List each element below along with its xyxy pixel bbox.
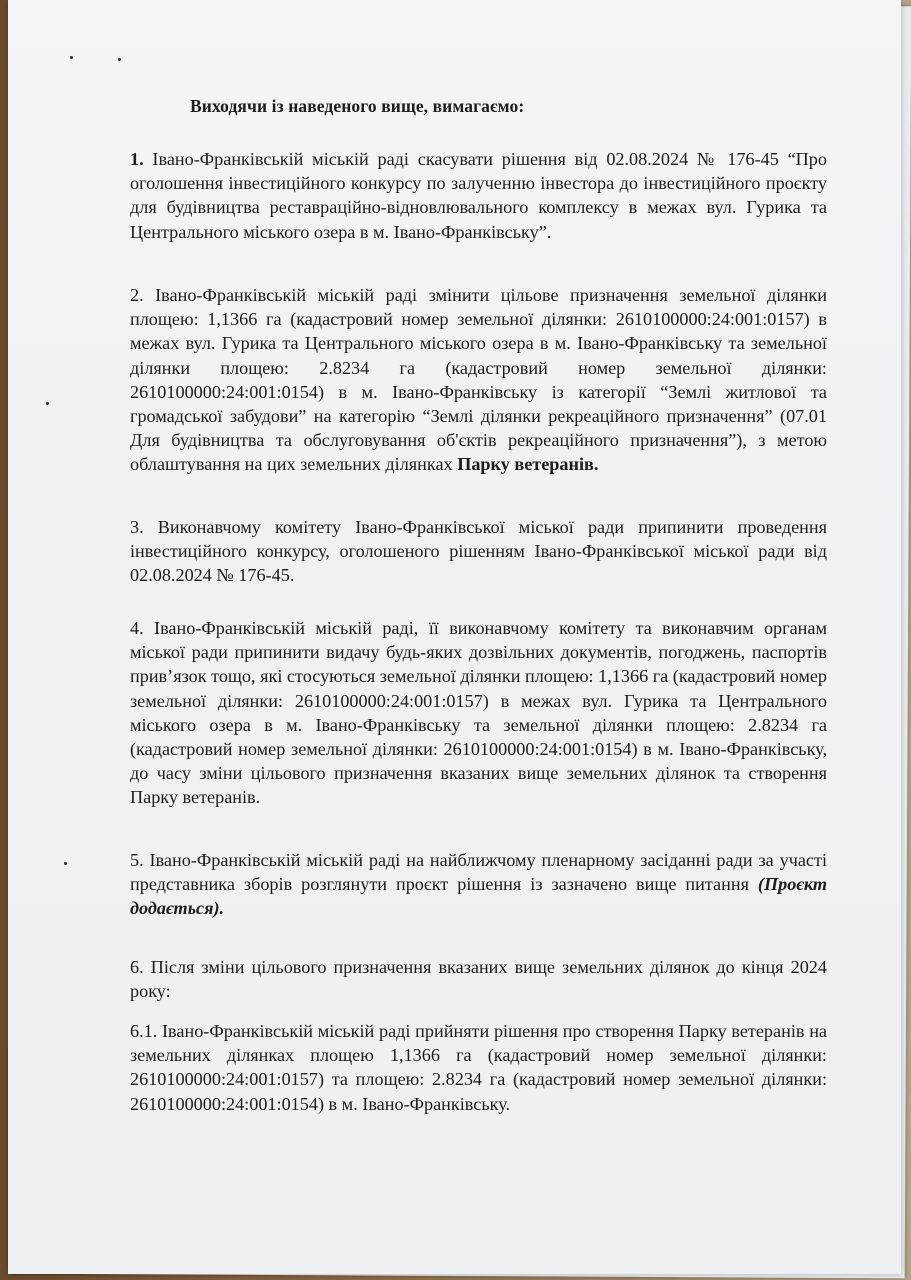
- paragraph-5-text: 5. Івано-Франківській міській раді на найближчому пленарному засіданні ради за участі представника зборів розглянути проєкт рішення із зазначено вище питання: [130, 850, 827, 895]
- paragraph-6-text: 6. Після зміни цільового призначення вказаних вище земельних ділянок до кінця 2024 року:: [130, 957, 827, 1002]
- paragraph-2-text: 2. Івано-Франківській міській раді змінити цільове призначення земельної ділянки площею: 1,1366 га (кадастровий номер земельної ділянки: 2610100000:24:001:0157) в межах вул. Гурика та Центрального міського озера в м. Івано-Франківську та земельної ділянки площею: 2.8234 га (кадастровий номер земельної ділянки: 2610100000:24:001:0154) в м. Івано-Франківську із категорії “Землі житлової та громадської забудови” на категорію “Землі ділянки рекреаційного призначення” (07.01 Для будівництва та обслуговування об'єктів рекреаційного призначення”), з метою облаштування на цих земельних ділянках: [130, 285, 827, 475]
- paragraph-4-text: 4. Івано-Франківській міській раді, її виконавчому комітету та виконавчим органам міської ради припинити видачу будь-яких дозвільних документів, погоджень, паспортів прив’язок тощо, які стосуються земельної ділянки площею: 1,1366 га (кадастровий номер земельної ділянки: 2610100000:24:001:0157) в межах вул. Гурика та Центрального міського озера в м. Івано-Франківську та земельної ділянки площею: 2.8234 га (кадастровий номер земельної ділянки: 2610100000:24:001:0154) в м. Івано-Франківську, до часу зміни цільового призначення вказаних вище земельних ділянок та створення Парку ветеранів.: [130, 618, 827, 808]
- speck: [70, 56, 73, 59]
- paragraph-4: [130, 616, 827, 810]
- paragraph-5: [130, 848, 827, 921]
- document-heading: Виходячи із наведеного вище, вимагаємо:: [190, 96, 525, 116]
- speck: [64, 862, 67, 865]
- paragraph-2: [130, 283, 827, 477]
- paragraph-3: [130, 515, 827, 588]
- speck: [118, 58, 121, 61]
- paragraph-1-number: 1.: [130, 149, 144, 169]
- document-page: [8, 0, 901, 1274]
- paragraph-1: [130, 147, 827, 244]
- paragraph-6: [130, 955, 827, 1003]
- paragraph-2-bold: Парку ветеранів.: [457, 454, 599, 475]
- speck: [46, 402, 49, 405]
- paragraph-1-text: Івано-Франківській міській раді скасувати рішення від 02.08.2024 № 176-45 “Про оголошення інвестиційного конкурсу по залученню інвестора до інвестиційного проєкту для будівництва реставраційно-відновлювального комплексу в межах вул. Гурика та Центрального міського озера в м. Івано-Франківську”.: [130, 149, 827, 242]
- paragraph-6-1: [130, 1019, 827, 1116]
- paragraph-3-text: 3. Виконавчому комітету Івано-Франківської міської ради припинити проведення інвестиційного конкурсу, оголошеного рішенням Івано-Франківської міської ради від 02.08.2024 № 176-45.: [130, 517, 827, 586]
- paragraph-5-italic: (Проєкт додається).: [130, 874, 827, 919]
- paragraph-6-1-text: 6.1. Івано-Франківській міській раді прийняти рішення про створення Парку ветеранів на земельних ділянках площею 1,1366 га (кадастровий номер земельної ділянки: 2610100000:24:001:0157) та площею: 2.8234 га (кадастровий номер земельної ділянки: 2610100000:24:001:0154) в м. Івано-Франківську.: [130, 1021, 827, 1114]
